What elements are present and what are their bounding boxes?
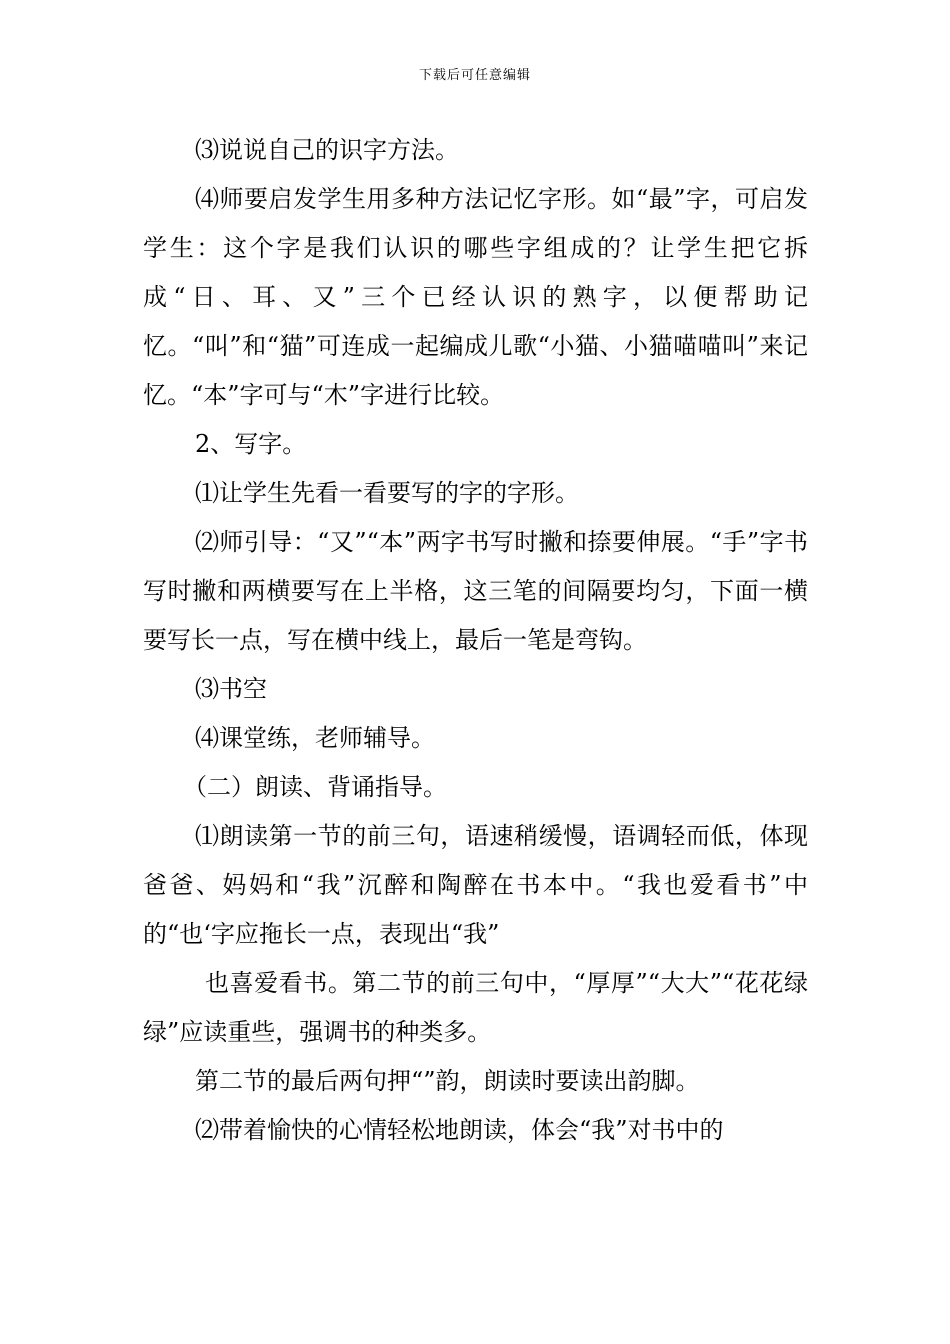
page-header: 下载后可任意编辑 xyxy=(418,68,531,83)
paragraph-12: ⑵带着愉快的心情轻松地朗读，体会“我”对书中的 xyxy=(195,1116,724,1144)
paragraph-7: ⑷课堂练，老师辅导。 xyxy=(195,724,435,752)
paragraph-2: ⑷师要启发学生用多种方法记忆字形。如“最”字，可启发学生：这个字是我们认识的哪些字组成的？让学生把它拆成“日、耳、又”三个已经认识的熟字，以便帮助记忆。“叫”和“猫”可连成一起编成儿歌“小猫、小猫喵喵叫”来记忆。“本”字可与“木”字进行比较。 xyxy=(143,185,808,409)
paragraph-6: ⑶书空 xyxy=(195,675,267,703)
paragraph-4: ⑴让学生先看一看要写的字的字形。 xyxy=(195,479,579,507)
paragraph-9: ⑴朗读第一节的前三句，语速稍缓慢，语调轻而低，体现爸爸、妈妈和“我”沉醉和陶醉在书本中。“我也爱看书”中的“也‘字应拖长一点，表现出“我” xyxy=(143,822,808,948)
paragraph-5: ⑵师引导：“又”“本”两字书写时撇和捺要伸展。“手”字书写时撇和两横要写在上半格，这三笔的间隔要均匀，下面一横要写长一点，写在横中线上，最后一笔是弯钩。 xyxy=(143,528,808,654)
paragraph-11: 第二节的最后两句押“”韵，朗读时要读出韵脚。 xyxy=(195,1067,700,1095)
paragraph-1: ⑶说说自己的识字方法。 xyxy=(195,136,459,164)
paragraph-3: 2、写字。 xyxy=(195,430,307,458)
paragraph-8: （二）朗读、背诵指导。 xyxy=(183,773,447,801)
document-body xyxy=(143,126,808,1155)
paragraph-10: 也喜爱看书。第二节的前三句中，“厚厚”“大大”“花花绿绿”应读重些，强调书的种类多。 xyxy=(143,969,808,1046)
